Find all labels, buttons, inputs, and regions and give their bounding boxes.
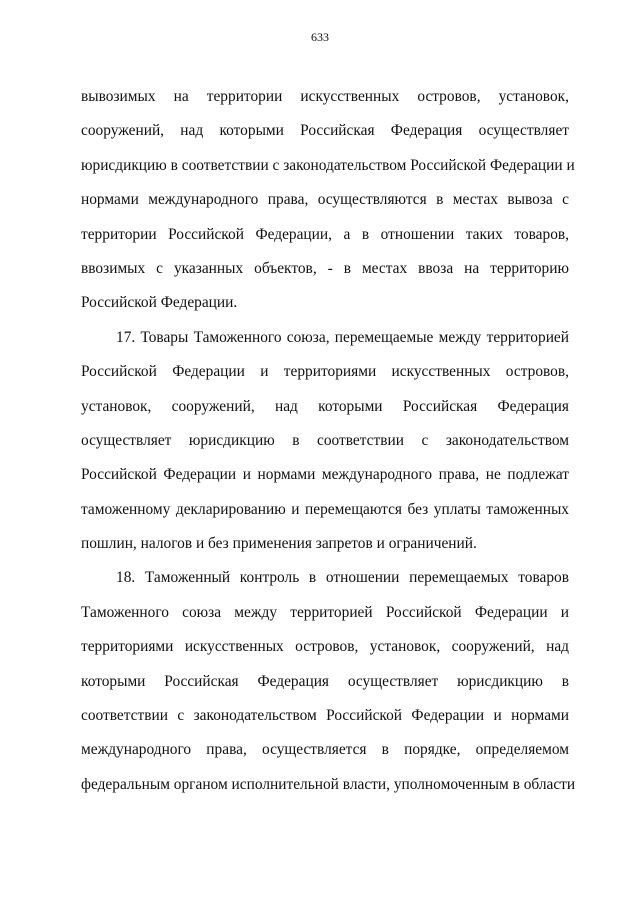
paragraph-17-first-line: 17. Товары Таможенного союза, перемещаемые между территорией — [116, 328, 569, 346]
text-line: Таможенного союза между территорией Российской Федерации и — [81, 603, 569, 621]
text-line: территориями искусственных островов, установок, сооружений, над — [81, 638, 569, 656]
text-line: осуществляет юрисдикцию в соответствии с законодательством — [81, 431, 569, 449]
text-line: Российской Федерации. — [81, 294, 238, 312]
text-line: вывозимых на территории искусственных островов, установок, — [81, 88, 569, 105]
text-line: которыми Российская Федерация осуществляет юрисдикцию в — [81, 672, 569, 690]
text-line: пошлин, налогов и без применения запретов и ограничений. — [81, 535, 477, 553]
text-line: сооружений, над которыми Российская Федерация осуществляет — [81, 122, 569, 140]
text-line: установок, сооружений, над которыми Российская Федерация — [81, 397, 569, 415]
text-line: Российской Федерации и территориями искусственных островов, — [81, 363, 569, 381]
text-line: территории Российской Федерации, а в отношении таких товаров, — [81, 225, 569, 243]
text-line: федеральным органом исполнительной власти, уполномоченным в области — [81, 775, 576, 793]
text-line: ввозимых с указанных объектов, - в местах ввоза на территорию — [81, 259, 569, 277]
text-line: нормами международного права, осуществляются в местах вывоза с — [81, 191, 569, 209]
text-line: Российской Федерации и нормами международного права, не подлежат — [81, 466, 569, 484]
document-body — [81, 80, 576, 802]
text-line: международного права, осуществляется в порядке, определяемом — [81, 741, 569, 759]
page-number: 633 — [311, 30, 329, 44]
text-line: юрисдикцию в соответствии с законодательством Российской Федерации и — [81, 156, 575, 174]
text-line: соответствии с законодательством Российской Федерации и нормами — [81, 707, 569, 725]
text-line: таможенному декларированию и перемещаются без уплаты таможенных — [81, 500, 569, 518]
paragraph-18-first-line: 18. Таможенный контроль в отношении перемещаемых товаров — [116, 569, 569, 587]
